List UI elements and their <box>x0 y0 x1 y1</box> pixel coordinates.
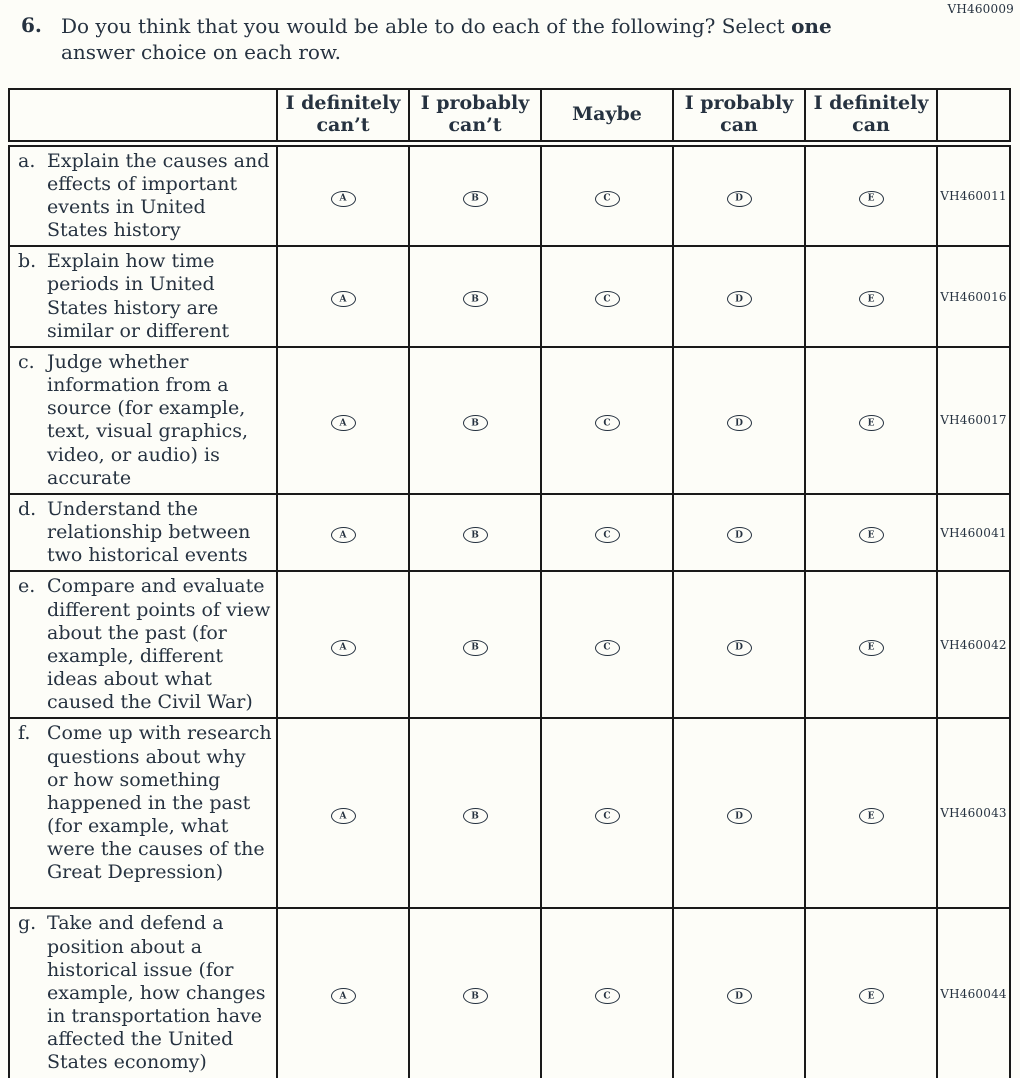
option-letter: B <box>471 991 479 1002</box>
form-code: VH460009 <box>947 2 1014 16</box>
option-cell-a <box>277 571 409 718</box>
answer-bubble-c[interactable] <box>595 527 620 543</box>
option-letter: E <box>867 294 875 305</box>
row-text: Judge whether information from a source (for example, text, visual graphics, video, or audio) is accurate <box>47 350 249 489</box>
answer-bubble-e[interactable] <box>859 640 884 656</box>
option-letter: E <box>867 991 875 1002</box>
answer-bubble-d[interactable] <box>727 191 752 207</box>
row-code: VH460041 <box>937 494 1010 572</box>
option-letter: A <box>339 530 347 541</box>
answer-bubble-a[interactable] <box>331 988 356 1004</box>
row-letter: g. <box>18 912 37 935</box>
row-letter: e. <box>18 575 36 598</box>
option-cell-b <box>409 908 541 1078</box>
option-letter: D <box>735 642 743 653</box>
option-cell-a <box>277 347 409 494</box>
option-cell-e <box>805 494 937 572</box>
answer-bubble-e[interactable] <box>859 415 884 431</box>
row-label-cell <box>9 347 277 494</box>
header-definitely-cant: I definitely can’t <box>277 89 409 143</box>
answer-bubble-b[interactable] <box>463 640 488 656</box>
header-probably-can: I probably can <box>673 89 805 143</box>
row-letter: d. <box>18 497 37 520</box>
header-label-cell <box>9 89 277 143</box>
option-cell-d <box>673 718 805 908</box>
option-letter: A <box>339 991 347 1002</box>
option-cell-c <box>541 494 673 572</box>
option-letter: A <box>339 418 347 429</box>
option-letter: A <box>339 811 347 822</box>
answer-bubble-d[interactable] <box>727 808 752 824</box>
answer-bubble-d[interactable] <box>727 415 752 431</box>
answer-bubble-b[interactable] <box>463 988 488 1004</box>
option-cell-c <box>541 718 673 908</box>
header-definitely-can: I definitely can <box>805 89 937 143</box>
option-letter: B <box>471 642 479 653</box>
row-text: Understand the relationship between two historical events <box>47 497 251 567</box>
table-row <box>9 571 1010 718</box>
answer-bubble-c[interactable] <box>595 291 620 307</box>
option-cell-b <box>409 571 541 718</box>
answer-bubble-b[interactable] <box>463 415 488 431</box>
option-cell-e <box>805 246 937 347</box>
option-cell-c <box>541 571 673 718</box>
row-code: VH460011 <box>937 143 1010 246</box>
answer-bubble-e[interactable] <box>859 291 884 307</box>
header-code-cell <box>937 89 1010 143</box>
answer-bubble-a[interactable] <box>331 291 356 307</box>
row-text: Take and defend a position about a historical issue (for example, how changes in transportation have affected the United States economy) <box>47 912 266 1074</box>
option-cell-c <box>541 908 673 1078</box>
option-letter: E <box>867 418 875 429</box>
option-letter: B <box>471 418 479 429</box>
option-letter: B <box>471 811 479 822</box>
question-text <box>61 13 889 65</box>
answer-bubble-d[interactable] <box>727 988 752 1004</box>
option-cell-e <box>805 571 937 718</box>
option-letter: D <box>735 294 743 305</box>
row-text: Come up with research questions about why or how something happened in the past (for example, what were the causes of the Great Depression) <box>47 722 272 884</box>
question-block <box>0 0 1020 65</box>
answer-bubble-a[interactable] <box>331 527 356 543</box>
option-letter: A <box>339 294 347 305</box>
option-cell-d <box>673 347 805 494</box>
answer-bubble-b[interactable] <box>463 527 488 543</box>
answer-bubble-e[interactable] <box>859 191 884 207</box>
option-letter: C <box>603 193 611 204</box>
row-label-cell <box>9 246 277 347</box>
answer-bubble-c[interactable] <box>595 191 620 207</box>
answer-bubble-b[interactable] <box>463 291 488 307</box>
answer-bubble-e[interactable] <box>859 808 884 824</box>
option-letter: E <box>867 530 875 541</box>
answer-bubble-e[interactable] <box>859 988 884 1004</box>
option-cell-b <box>409 347 541 494</box>
option-letter: D <box>735 991 743 1002</box>
option-cell-e <box>805 718 937 908</box>
row-code: VH460017 <box>937 347 1010 494</box>
question-table-body <box>9 143 1010 1078</box>
option-letter: B <box>471 193 479 204</box>
question-text-after: answer choice on each row. <box>61 40 342 64</box>
answer-bubble-c[interactable] <box>595 808 620 824</box>
row-letter: b. <box>18 250 37 273</box>
header-maybe: Maybe <box>541 89 673 143</box>
answer-bubble-a[interactable] <box>331 415 356 431</box>
question-bold-word: one <box>791 14 832 38</box>
answer-bubble-c[interactable] <box>595 415 620 431</box>
option-cell-b <box>409 143 541 246</box>
option-letter: D <box>735 418 743 429</box>
answer-bubble-d[interactable] <box>727 527 752 543</box>
option-letter: A <box>339 193 347 204</box>
row-label-cell <box>9 908 277 1078</box>
option-letter: D <box>735 193 743 204</box>
row-letter: a. <box>18 149 36 172</box>
option-letter: B <box>471 294 479 305</box>
option-letter: C <box>603 642 611 653</box>
option-letter: E <box>867 193 875 204</box>
option-cell-e <box>805 908 937 1078</box>
answer-bubble-c[interactable] <box>595 640 620 656</box>
row-label-cell <box>9 143 277 246</box>
answer-bubble-d[interactable] <box>727 640 752 656</box>
row-text: Explain the causes and effects of important events in United States history <box>47 149 270 242</box>
row-code: VH460044 <box>937 908 1010 1078</box>
row-letter: f. <box>18 722 31 745</box>
header-row <box>9 89 1010 143</box>
question-number: 6. <box>21 13 42 37</box>
option-cell-a <box>277 718 409 908</box>
option-cell-a <box>277 494 409 572</box>
row-code: VH460042 <box>937 571 1010 718</box>
option-cell-a <box>277 246 409 347</box>
option-letter: D <box>735 811 743 822</box>
option-letter: C <box>603 530 611 541</box>
answer-bubble-a[interactable] <box>331 640 356 656</box>
option-cell-b <box>409 246 541 347</box>
question-table <box>8 88 1011 1078</box>
table-row <box>9 908 1010 1078</box>
row-label-cell <box>9 718 277 908</box>
row-text: Explain how time periods in United States history are similar or different <box>47 250 230 342</box>
row-code: VH460043 <box>937 718 1010 908</box>
row-label-cell <box>9 571 277 718</box>
answer-bubble-a[interactable] <box>331 191 356 207</box>
option-cell-d <box>673 246 805 347</box>
answer-bubble-e[interactable] <box>859 527 884 543</box>
option-cell-d <box>673 143 805 246</box>
header-probably-cant: I probably can’t <box>409 89 541 143</box>
answer-bubble-c[interactable] <box>595 988 620 1004</box>
answer-bubble-b[interactable] <box>463 808 488 824</box>
option-letter: D <box>735 530 743 541</box>
option-cell-c <box>541 246 673 347</box>
option-cell-d <box>673 908 805 1078</box>
answer-bubble-d[interactable] <box>727 291 752 307</box>
row-code: VH460016 <box>937 246 1010 347</box>
answer-bubble-a[interactable] <box>331 808 356 824</box>
option-cell-e <box>805 143 937 246</box>
table-row <box>9 494 1010 572</box>
option-letter: E <box>867 811 875 822</box>
option-letter: E <box>867 642 875 653</box>
option-cell-d <box>673 571 805 718</box>
option-cell-c <box>541 347 673 494</box>
row-letter: c. <box>18 350 35 373</box>
table-row <box>9 347 1010 494</box>
table-row <box>9 246 1010 347</box>
option-cell-b <box>409 718 541 908</box>
option-cell-e <box>805 347 937 494</box>
question-text-before: Do you think that you would be able to do each of the following? Select <box>61 14 792 38</box>
option-cell-b <box>409 494 541 572</box>
table-row <box>9 143 1010 246</box>
option-cell-d <box>673 494 805 572</box>
option-letter: C <box>603 294 611 305</box>
option-letter: A <box>339 642 347 653</box>
option-cell-a <box>277 908 409 1078</box>
option-cell-a <box>277 143 409 246</box>
row-label-cell <box>9 494 277 572</box>
answer-bubble-b[interactable] <box>463 191 488 207</box>
option-letter: C <box>603 418 611 429</box>
option-letter: C <box>603 991 611 1002</box>
table-row <box>9 718 1010 908</box>
option-letter: B <box>471 530 479 541</box>
row-text: Compare and evaluate different points of view about the past (for example, different ideas about what caused the Civil War) <box>47 575 271 714</box>
option-cell-c <box>541 143 673 246</box>
option-letter: C <box>603 811 611 822</box>
